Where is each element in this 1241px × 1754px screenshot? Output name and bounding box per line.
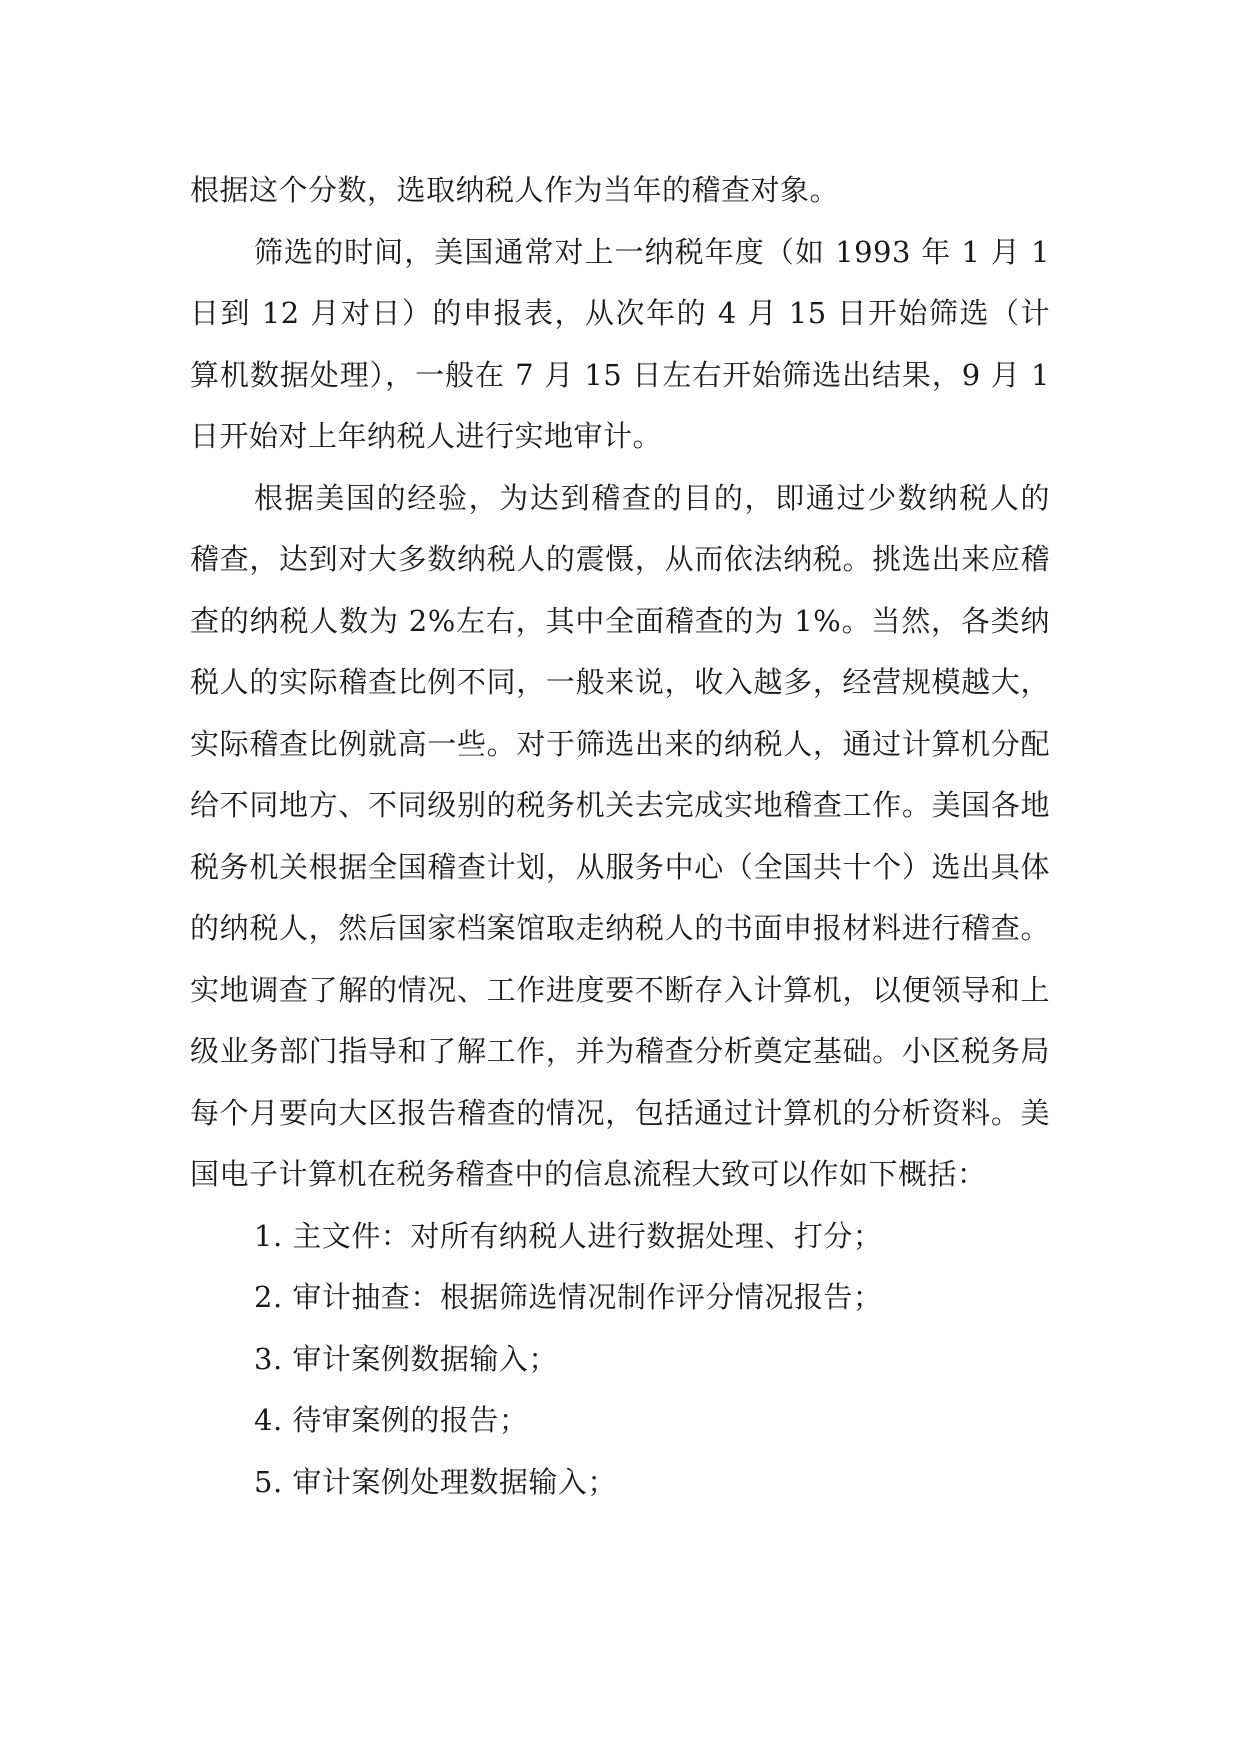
paragraph-screening-time: 筛选的时间，美国通常对上一纳税年度（如 1993 年 1 月 1 日到 12 月对日）的申报表，从次年的 4 月 15 日开始筛选（计算机数据处理），一般在 7 月 15 日左右开始筛选出结果，9 月 1 日开始对上年纳税人进行实地审计。 (190, 234, 1050, 453)
paragraph-continuation: 根据这个分数，选取纳税人作为当年的稽查对象。 (190, 173, 840, 207)
list-item: 1. 主文件：对所有纳税人进行数据处理、打分； (254, 1218, 883, 1253)
list-item: 4. 待审案例的报告； (254, 1403, 529, 1437)
list-item: 3. 审计案例数据输入； (254, 1341, 558, 1376)
document-page (190, 160, 1050, 1513)
list-item: 2. 审计抽查：根据筛选情况制作评分情况报告； (254, 1280, 883, 1314)
list-item: 5. 审计案例处理数据输入； (254, 1464, 617, 1499)
paragraph-us-experience: 根据美国的经验，为达到稽查的目的，即通过少数纳税人的稽查，达到对大多数纳税人的震慑，从而依法纳税。挑选出来应稽查的纳税人数为 2%左右，其中全面稽查的为 1%。当然，各类纳税人的实际稽查比例不同，一般来说，收入越多，经营规模越大，实际稽查比例就高一些。对于筛选出来的纳税人，通过计算机分配给不同地方、不同级别的税务机关去完成实地稽查工作。美国各地税务机关根据全国稽查计划，从服务中心（全国共十个）选出具体的纳税人，然后国家档案馆取走纳税人的书面申报材料进行稽查。实地调查了解的情况、工作进度要不断存入计算机，以便领导和上级业务部门指导和了解工作，并为稽查分析奠定基础。小区税务局每个月要向大区报告稽查的情况，包括通过计算机的分析资料。美国电子计算机在税务稽查中的信息流程大致可以作如下概括： (190, 480, 1050, 1191)
